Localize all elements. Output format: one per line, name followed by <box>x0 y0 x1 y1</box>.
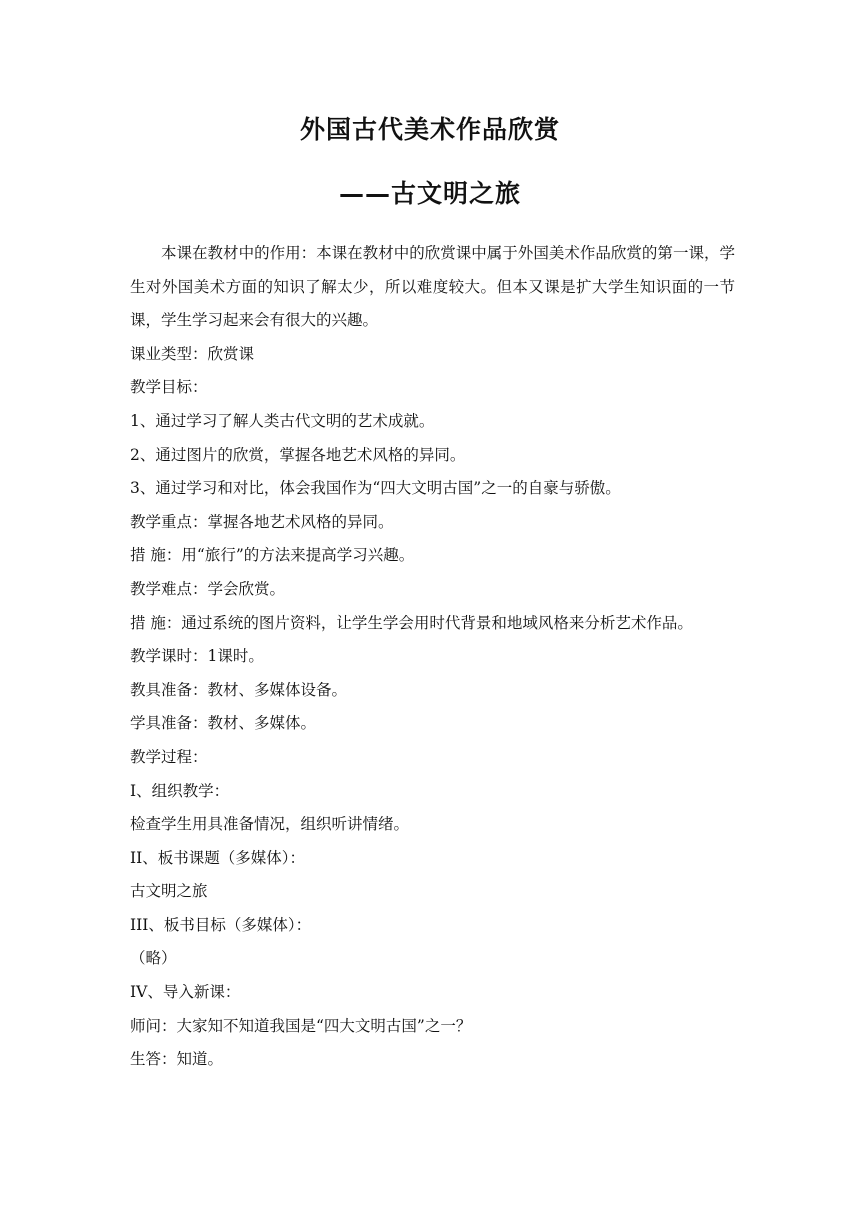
intro-paragraph: 本课在教材中的作用：本课在教材中的欣赏课中属于外国美术作品欣赏的第一课，学生对外国美术方面的知识了解太少，所以难度较大。但本又课是扩大学生知识面的一节课，学生学习起来会有很大的兴趣。 <box>130 244 735 330</box>
goal-item-1: 1、通过学习了解人类古代文明的艺术成就。 <box>130 411 435 430</box>
student-answer-line: 生答：知道。 <box>130 1050 224 1069</box>
step-2-content: 古文明之旅 <box>130 882 208 901</box>
step-3-content: （略） <box>130 949 177 968</box>
difficulty-measure-line: 措 施：通过系统的图片资料，让学生学会用时代背景和地域风格来分析艺术作品。 <box>130 613 693 632</box>
teacher-question-line: 师问：大家知不知道我国是“四大文明古国”之一？ <box>130 1016 472 1035</box>
goal-item-3: 3、通过学习和对比，体会我国作为“四大文明古国”之一的自豪与骄傲。 <box>130 479 621 498</box>
step-2-heading: II、板书课题（多媒体）： <box>130 848 305 867</box>
step-4-heading: IV、导入新课： <box>130 983 241 1002</box>
class-hours-line: 教学课时：1课时。 <box>130 647 264 666</box>
focus-measure-line: 措 施：用“旅行”的方法来提高学习兴趣。 <box>130 546 415 565</box>
teaching-process-heading: 教学过程： <box>130 747 208 766</box>
teaching-goals-heading: 教学目标： <box>130 378 208 397</box>
document-title: 外国古代美术作品欣赏 <box>299 115 560 144</box>
teaching-aids-line: 教具准备：教材、多媒体设备。 <box>130 680 348 699</box>
step-3-heading: III、板书目标（多媒体）： <box>130 915 312 934</box>
step-1-content: 检查学生用具准备情况，组织听讲情绪。 <box>130 815 410 834</box>
document-body <box>130 237 735 1077</box>
teaching-difficulty-line: 教学难点：学会欣赏。 <box>130 579 286 598</box>
lesson-type-line: 课业类型：欣赏课 <box>130 344 255 363</box>
goal-item-2: 2、通过图片的欣赏，掌握各地艺术风格的异同。 <box>130 445 466 464</box>
learning-aids-line: 学具准备：教材、多媒体。 <box>130 714 317 733</box>
step-1-heading: I、组织教学： <box>130 781 230 800</box>
teaching-focus-line: 教学重点：掌握各地艺术风格的异同。 <box>130 512 394 531</box>
document-subtitle: ——古文明之旅 <box>338 179 521 208</box>
